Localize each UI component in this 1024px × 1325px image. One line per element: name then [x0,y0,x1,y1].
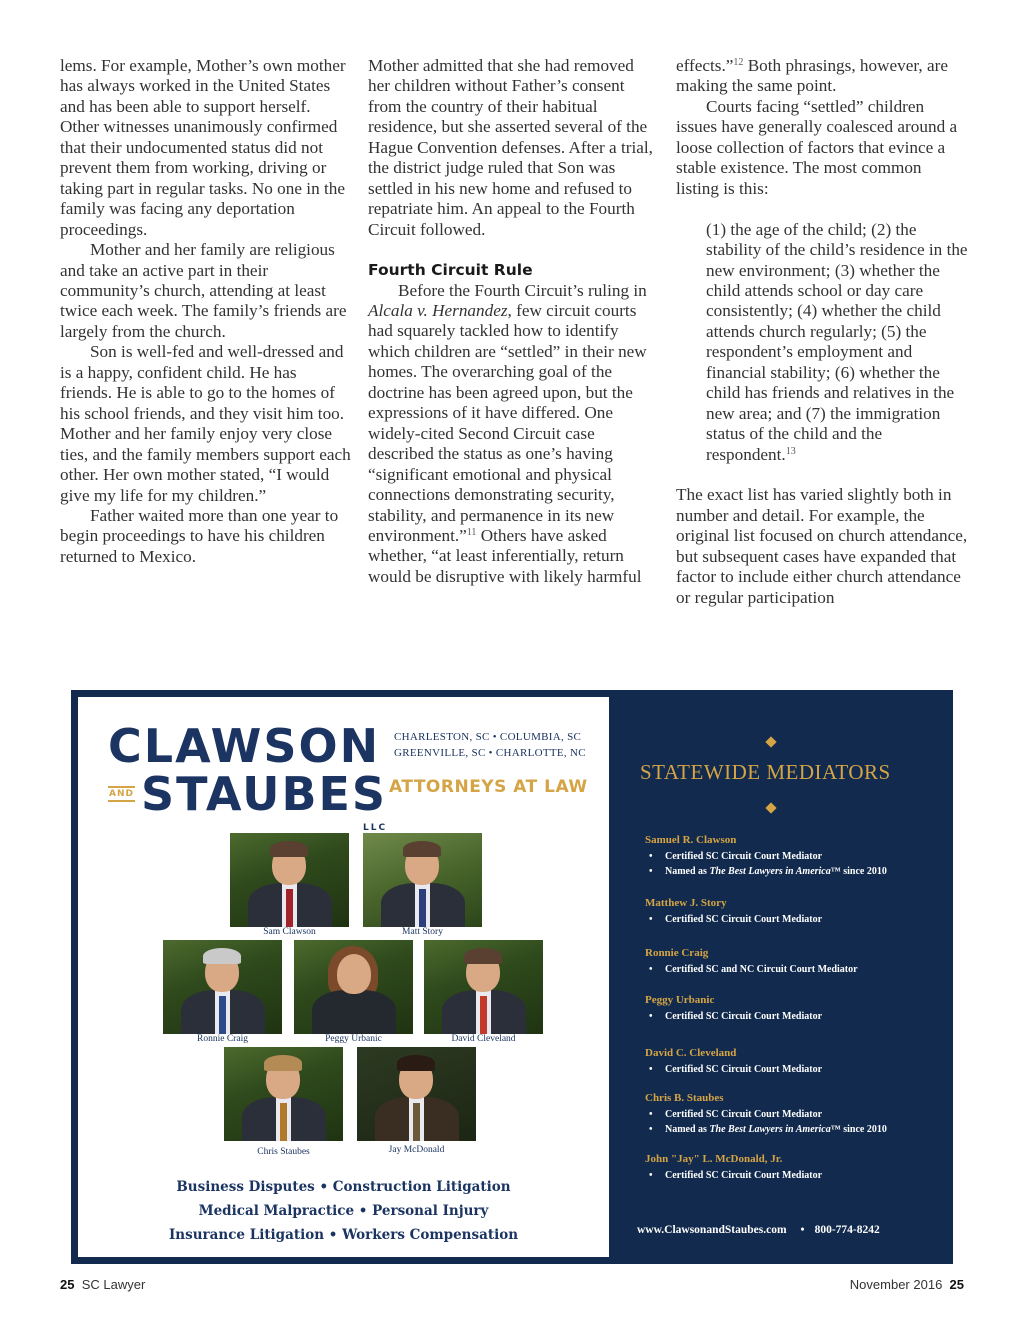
mediator-name: David C. Cleveland [645,1047,737,1059]
article-column-3 [676,56,968,608]
section-heading: Fourth Circuit Rule [368,261,533,280]
photo-caption: Chris Staubes [257,1147,310,1157]
credential: • Certified SC Circuit Court Mediator [645,1062,945,1077]
paragraph [368,281,660,588]
cities-line: GREENVILLE, SC • CHARLOTTE, NC [394,747,586,759]
logo-llc: LLC [362,823,388,833]
office-locations [394,729,586,761]
mediator-name: John "Jay" L. McDonald, Jr. [645,1153,783,1165]
footnote-marker: 12 [733,57,744,68]
practice-area-line: Insurance Litigation • Workers Compensation [168,1227,519,1243]
paragraph: Father waited more than one year to begin proceedings to have his children returned to Mexico. [60,505,339,566]
paragraph: Son is well-fed and well-dressed and is a happy, confident child. He has friends. He is able to go to the homes of his school friends, and they visit him too. Mother and her family enjoy very close ties, and the family members support each other. Her own mother stated, “I would give my life for my children.” [60,342,351,505]
attorney-photo [363,833,482,927]
law-firm-advertisement [71,690,953,1264]
ad-contact: www.ClawsonandStaubes.com • 800-774-8242 [637,1224,880,1236]
paragraph: Courts facing “settled” children issues have generally coalesced around a loose collection of factors that evince a stable existence. The most common listing is this: [676,96,958,198]
mediator-entry [645,1047,945,1077]
tagline: ATTORNEYS AT LAW [389,777,588,797]
photo-caption: Jay McDonald [388,1145,445,1155]
publication-name: SC Lawyer [81,1277,146,1292]
mediator-name: Ronnie Craig [645,947,709,959]
page-number: 25 [60,1277,75,1292]
firm-logo [108,719,388,833]
credential: • Certified SC Circuit Court Mediator [645,849,945,864]
mediators-title: STATEWIDE MEDIATORS [640,760,891,784]
ad-left-panel [78,697,609,1257]
text-run: effects.” [676,56,734,75]
photo-caption: Matt Story [402,927,443,937]
mediator-entry [645,994,945,1024]
attorney-photo [230,833,349,927]
logo-text-top: CLAWSON [108,719,381,773]
mediator-entry [645,834,945,879]
photo-caption: Sam Clawson [263,927,316,937]
credential: • Certified SC Circuit Court Mediator [645,1009,945,1024]
mediator-entry [645,947,945,977]
mediator-name: Matthew J. Story [645,897,727,909]
text-run: Before the Fourth Circuit’s ruling in [398,280,647,300]
credential: • Certified SC Circuit Court Mediator [645,1107,945,1122]
text-run: , few circuit courts had squarely tackled how to identify which children are “settled” in their new homes. The overarching goal of the doctrine has been agreed upon, but the expressions of it have differed. One widely-cited Second Circuit case described the status as one’s having “significant emotional and physical connections demonstrating security, stability, and permanence in its new environment.” [368,300,647,545]
diamond-ornament [765,802,776,813]
logo-and: AND [108,786,135,802]
credential: • Certified SC Circuit Court Mediator [645,912,945,927]
attorney-photo [294,940,413,1034]
practice-area-line: Medical Malpractice • Personal Injury [198,1203,489,1219]
mediator-name: Samuel R. Clawson [645,834,737,846]
case-name: Alcala v. Hernandez [368,300,508,320]
practice-area-line: Business Disputes • Construction Litigation [176,1179,511,1195]
photo-caption: David Cleveland [451,1034,516,1044]
block-quote [676,220,968,465]
page-footer-left [60,1277,145,1292]
credential: • Certified SC and NC Circuit Court Mediator [645,962,945,977]
paragraph: Mother admitted that she had removed her children without Father’s consent from the country of their habitual residence, but she asserted several of the Hague Convention defenses. After a trial, the district judge ruled that Son was settled in his new home and refused to repatriate him. An appeal to the Fourth Circuit followed. [368,56,653,239]
logo-text-bottom: STAUBES [140,767,388,821]
paragraph: The exact list has varied slightly both in number and detail. For example, the original list focused on church attendance, but subsequent cases have expanded that factor to include either church attendance or regular participation [676,485,968,607]
mediator-entry [645,1092,945,1137]
mediator-entry [645,897,945,927]
footnote-marker: 13 [785,445,796,457]
cities-line: CHARLESTON, SC • COLUMBIA, SC [394,731,582,743]
attorney-photo [224,1047,343,1141]
text-run: (1) the age of the child; (2) the stability of the child’s residence in the new environment; (3) whether the child attends school or day care consistently; (4) whether the child attends church regularly; (5) the respondent’s employment and financial stability; (6) whether the child has friends and relatives in the new area; and (7) the immigration status of the child and the respondent. [706,219,968,464]
paragraph: lems. For example, Mother’s own mother has always worked in the United States and has been able to support herself. Other witnesses unanimously confirmed that their undocumented status did not prevent them from working, driving or taking part in regular tasks. No one in the family was facing any deportation proceedings. [60,56,346,239]
ad-right-panel [637,690,953,1264]
mediator-entry [645,1153,945,1183]
practice-areas [78,1175,609,1247]
credential: • Named as The Best Lawyers in America™ since 2010 [645,1122,945,1137]
diamond-ornament [765,736,776,747]
text-run: Both phrasings, however, are making the same point. [676,56,948,96]
paragraph [676,56,968,97]
page-number: 25 [949,1277,964,1292]
attorney-photo [424,940,543,1034]
photo-caption: Peggy Urbanic [325,1034,382,1044]
text-run: Others have asked whether, “at least inferentially, return would be disruptive with likely harmful [368,525,642,586]
credential: • Certified SC Circuit Court Mediator [645,1168,945,1183]
page-footer-right [850,1277,964,1292]
photo-caption: Ronnie Craig [197,1034,248,1044]
credential: • Named as The Best Lawyers in America™ since 2010 [645,864,945,879]
mediator-name: Peggy Urbanic [645,994,715,1006]
attorney-photo [357,1047,476,1141]
article-column-1 [60,56,352,567]
issue-date: November 2016 [849,1277,943,1292]
website-link[interactable]: www.ClawsonandStaubes.com [637,1224,787,1236]
article-column-2 [368,56,660,587]
attorney-photo [163,940,282,1034]
footnote-marker: 11 [466,526,477,538]
phone-number[interactable]: 800-774-8242 [814,1224,880,1236]
mediator-name: Chris B. Staubes [645,1092,724,1104]
paragraph: Mother and her family are religious and take an active part in their community’s church, attending at least twice each week. The family’s friends are largely from the church. [60,240,347,341]
